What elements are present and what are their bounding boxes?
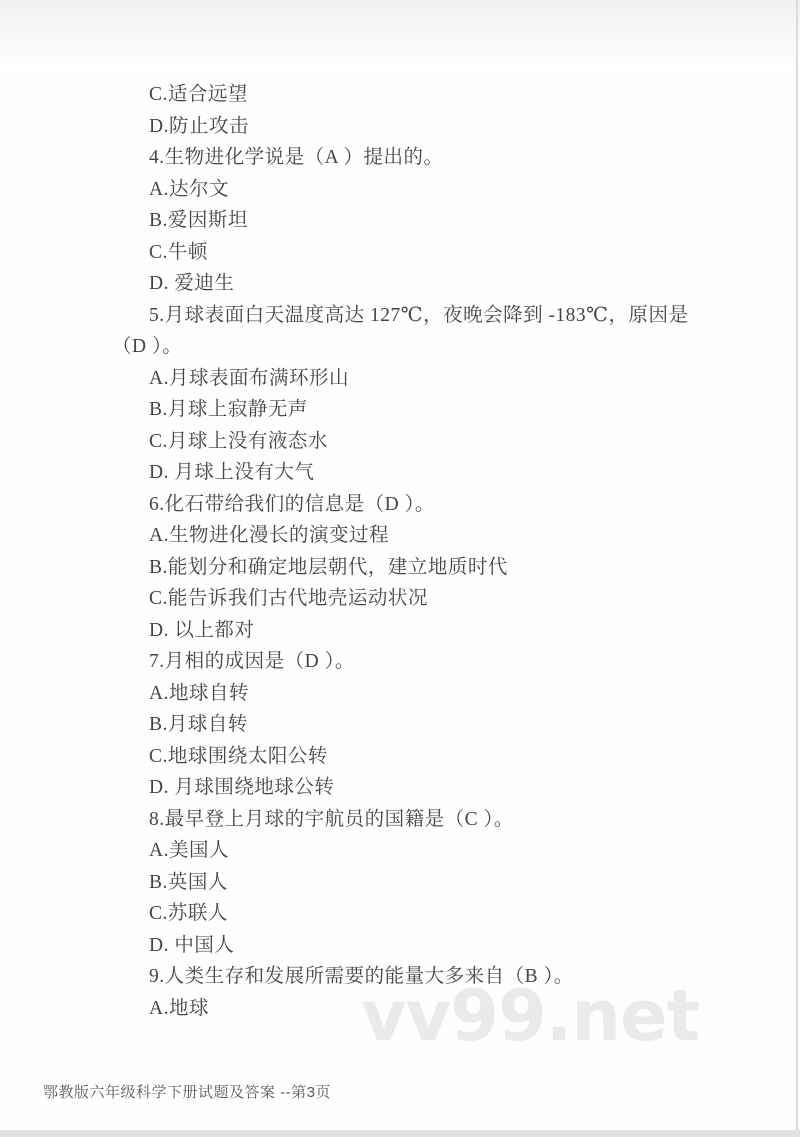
- text-line-option: D. 以上都对: [149, 619, 255, 641]
- text-line-question: 5.月球表面白天温度高达 127℃，夜晚会降到 -183℃，原因是: [149, 304, 689, 326]
- page-footer: 鄂教版六年级科学下册试题及答案 --第3页: [43, 1084, 332, 1101]
- text-line-option: B.英国人: [149, 871, 228, 893]
- text-line-option: C.适合远望: [149, 84, 248, 105]
- text-line-question: 7.月相的成因是（D ）。: [149, 651, 355, 672]
- text-line-question: 8.最早登上月球的宇航员的国籍是（C ）。: [149, 808, 514, 830]
- text-line-option: B.爱因斯坦: [149, 210, 248, 231]
- text-line-option: A.美国人: [149, 840, 229, 861]
- text-line-question: 4.生物进化学说是（A ）提出的。: [149, 147, 444, 168]
- bottom-bar: [0, 1130, 800, 1137]
- text-line-continuation: （D ）。: [112, 336, 183, 357]
- text-line-option: B.月球上寂静无声: [149, 399, 308, 420]
- document-body: [112, 79, 752, 1024]
- text-line-option: D. 月球上没有大气: [149, 462, 315, 483]
- page-edge-line: [796, 0, 798, 1130]
- text-line-option: C.苏联人: [149, 903, 228, 924]
- text-line-option: A.生物进化漫长的演变过程: [149, 525, 389, 546]
- text-line-option: C.能告诉我们古代地壳运动状况: [149, 588, 428, 609]
- text-line-question: 6.化石带给我们的信息是（D ）。: [149, 493, 435, 515]
- text-line-option: D. 爱迪生: [149, 273, 235, 294]
- text-line-option: D. 中国人: [149, 934, 235, 956]
- text-line-option: A.地球: [149, 997, 209, 1019]
- watermark: vv99.net: [361, 975, 700, 1057]
- text-line-option: B.能划分和确定地层朝代，建立地质时代: [149, 556, 508, 578]
- text-line-option: C.地球围绕太阳公转: [149, 745, 328, 767]
- text-line-option: A.月球表面布满环形山: [149, 367, 349, 389]
- text-line-option: D. 月球围绕地球公转: [149, 777, 335, 798]
- page-top-shade: [0, 0, 800, 70]
- text-line-option: D.防止攻击: [149, 115, 249, 137]
- text-line-question: 9.人类生存和发展所需要的能量大多来自（B ）。: [149, 966, 574, 987]
- text-line-option: C.牛顿: [149, 241, 208, 263]
- text-line-option: A.达尔文: [149, 178, 229, 200]
- text-line-option: C.月球上没有液态水: [149, 430, 328, 452]
- text-line-option: A.地球自转: [149, 682, 249, 704]
- text-line-option: B.月球自转: [149, 714, 248, 735]
